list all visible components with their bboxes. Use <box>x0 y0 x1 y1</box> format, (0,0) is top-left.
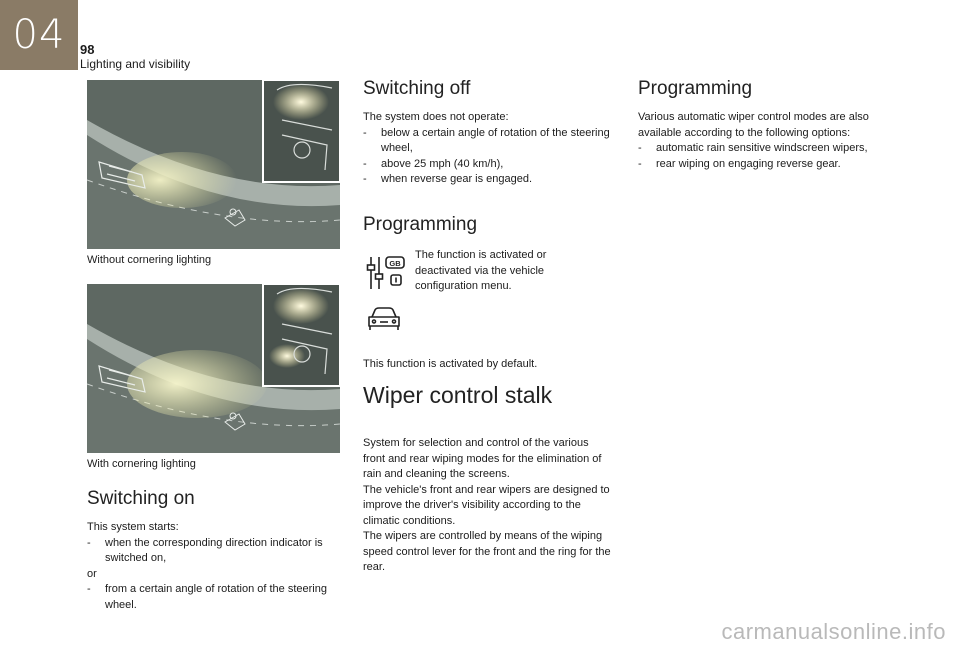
list-item: - above 25 mph (40 km/h), <box>363 157 504 170</box>
gb-label: GB <box>389 259 401 268</box>
wiper-paragraph: System for selection and control of the various front and rear wiping modes for the elimination of rain and cleaning the screens. <box>363 437 602 480</box>
switching-on-section <box>87 488 337 613</box>
list-item: - when reverse gear is engaged. <box>363 173 533 185</box>
programming-lighting-section <box>363 214 613 236</box>
switching-on-list <box>87 536 337 614</box>
programming-wiper-section <box>638 78 900 172</box>
list-item: - below a certain angle of rotation of the steering wheel, <box>363 126 610 154</box>
switching-on-intro: This system starts: <box>87 521 179 533</box>
programming-wiper-intro: Various automatic wiper control modes are also available according to the following options: <box>638 111 869 139</box>
switching-on-heading: Switching on <box>87 488 195 509</box>
section-title: Lighting and visibility <box>80 57 191 71</box>
switching-off-heading: Switching off <box>363 78 471 99</box>
car-front-icon <box>366 305 402 336</box>
wiper-paragraph: The wipers are controlled by means of the wiping speed control lever for the front and the ring for the rear. <box>363 530 611 573</box>
chapter-tab: 04 <box>0 0 78 70</box>
programming-lighting-heading: Programming <box>363 214 478 235</box>
page-number: 98 <box>80 42 95 57</box>
switching-off-list <box>363 126 613 188</box>
list-item: - automatic rain sensitive windscreen wipers, <box>638 142 868 154</box>
switching-off-section <box>363 78 613 188</box>
settings-sliders-icon <box>365 255 407 296</box>
illustration-without-cornering <box>87 80 340 249</box>
caption-with-cornering: With cornering lighting <box>87 458 196 470</box>
programming-lighting-text: The function is activated or deactivated via the vehicle configuration menu. <box>415 249 547 292</box>
switching-off-intro: The system does not operate: <box>363 111 509 123</box>
programming-wiper-heading: Programming <box>638 78 753 99</box>
list-item: - when the corresponding direction indicator is switched on, <box>87 536 323 564</box>
programming-wiper-list <box>638 141 900 172</box>
list-item: - rear wiping on engaging reverse gear. <box>638 157 841 170</box>
watermark: carmanualsonline.info <box>721 619 946 644</box>
list-item-or: or <box>87 567 97 580</box>
wiper-control-heading: Wiper control stalk <box>363 382 553 408</box>
road-scene-graphic <box>87 80 340 249</box>
caption-without-cornering: Without cornering lighting <box>87 254 212 266</box>
wiper-paragraph: The vehicle's front and rear wipers are designed to improve the driver's visibility according to the climatic conditions. <box>363 483 610 527</box>
road-scene-graphic <box>87 284 340 453</box>
programming-lighting-note: This function is activated by default. <box>363 358 538 370</box>
wiper-control-section <box>363 382 613 576</box>
illustration-with-cornering <box>87 284 340 453</box>
list-item: - from a certain angle of rotation of the steering wheel. <box>87 583 327 611</box>
